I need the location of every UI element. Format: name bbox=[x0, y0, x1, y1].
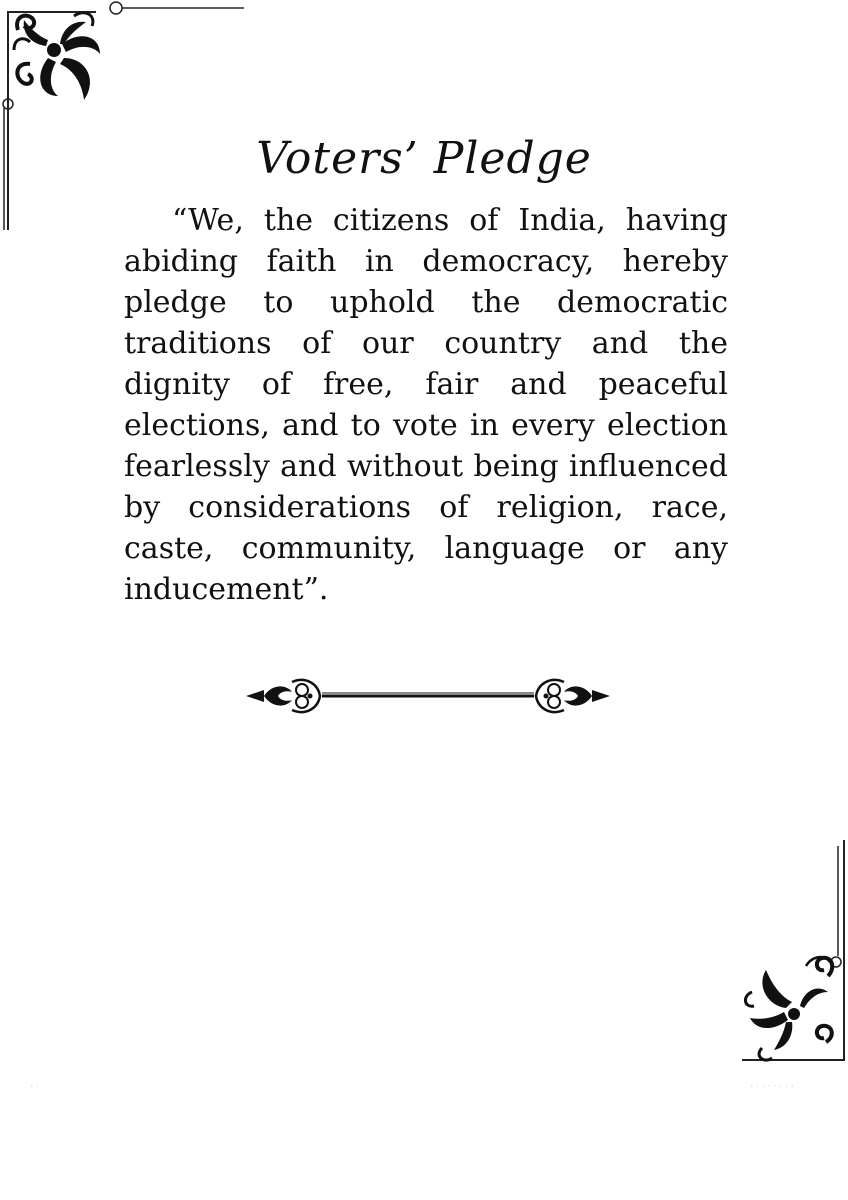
scroll-divider-icon bbox=[240, 672, 616, 720]
page-title: Voters’ Pledge bbox=[256, 133, 592, 185]
faint-dots-right: ········ bbox=[750, 1082, 797, 1092]
corner-ornament-bottom-right-icon bbox=[732, 836, 848, 1072]
faint-dots-left: ·· bbox=[30, 1082, 42, 1092]
pledge-text: “We, the citizens of India, having abiding faith in democracy, hereby pledge to uphold the democratic traditions of our country and the dignity of free, fair and peaceful elections, and to vote in every election fearlessly and without being influenced by considerations of religion, race, caste, community, language or any inducement”. bbox=[124, 203, 728, 607]
